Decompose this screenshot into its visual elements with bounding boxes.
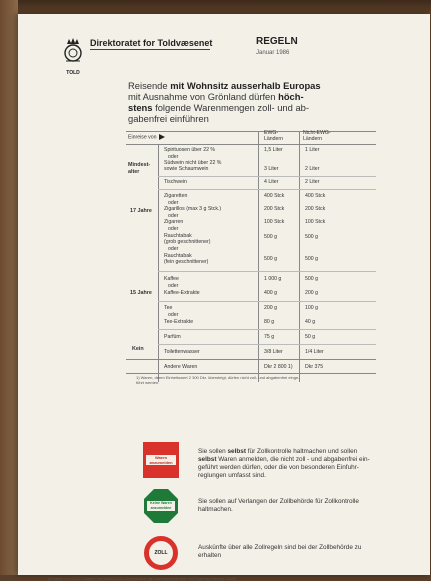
table-row-ewg: 100 Stck <box>264 219 285 225</box>
oder-label: oder <box>168 200 179 206</box>
header-rule <box>90 49 210 50</box>
table-row-non-ewg: 2 Liter <box>305 166 320 172</box>
column-header-non-ewg: Nicht-EWG- Ländern <box>303 130 331 142</box>
column-header-ewg: EWG- Ländern <box>264 130 284 142</box>
customs-seal <box>62 36 84 76</box>
table-row-ewg: 80 g <box>264 319 275 325</box>
information-note: Auskünfte über alle Zollregeln sind bei der Zollbehörde zu erhalten <box>198 544 362 559</box>
table-row-item: Tee <box>164 305 173 311</box>
table-row-ewg: 1 000 g <box>264 276 282 282</box>
group-15-years: 15 Jahre <box>130 290 152 296</box>
red-declare-sign <box>143 442 179 478</box>
table-row-non-ewg: 40 g <box>305 319 316 325</box>
oder-label: oder <box>168 154 179 160</box>
bottom-note: (Einreise von EWG-Ländern und Nicht-EWG-Ländern über die Landesgrenze oder mit Flugzeug oder mit Schiff) <box>48 577 236 581</box>
row-rule <box>158 176 376 177</box>
group-none: Kein <box>132 346 144 352</box>
table-row-item: Rauchtabak (fein geschnittener) <box>164 253 209 265</box>
table-row-non-ewg: 100 g <box>305 305 318 311</box>
table-row-ewg: 3 Liter <box>264 166 279 172</box>
arrow-right-icon <box>159 134 165 140</box>
table-row-ewg: 400 Stck <box>264 193 285 199</box>
table-row-item: Zigarillos (max 3 g Stck.) <box>164 206 222 212</box>
heading-text: mit Ausnahme von Grönland dürfen <box>128 91 279 102</box>
table-row-ewg: 200 g <box>264 305 277 311</box>
heading-text: folgende Warenmengen zoll- und ab- <box>152 102 310 113</box>
row-rule <box>158 271 376 272</box>
seal-text: TOLD <box>66 70 80 76</box>
red-sign-label: Waren anzumelden <box>146 455 176 465</box>
table-row-item: Andere Waren <box>164 364 198 370</box>
agency-name: Direktoratet for Toldvæsenet <box>90 38 213 48</box>
oder-label: oder <box>168 312 179 318</box>
row-rule <box>158 329 376 330</box>
row-rule <box>158 189 376 190</box>
table-row-non-ewg: 200 g <box>305 290 318 296</box>
table-divider <box>158 144 159 382</box>
table-row-ewg: 3/8 Liter <box>264 349 283 355</box>
row-rule <box>126 359 376 360</box>
table-row-item: Rauchtabak (grob geschnittener) <box>164 233 211 245</box>
footnote: 1) Waren, deren Einheitswert 2 300 Dkr. übersteigt, dürfen nicht zoll- und abgabenfrei einge- führt werden. <box>136 375 300 385</box>
table-row-non-ewg: 1 Liter <box>305 147 320 153</box>
table-rule <box>126 131 376 132</box>
main-heading <box>128 80 378 124</box>
row-rule <box>158 344 376 345</box>
table-row-non-ewg: 500 g <box>305 234 318 240</box>
table-row-ewg: 200 Stck <box>264 206 285 212</box>
table-row-non-ewg: 100 Stck <box>305 219 326 225</box>
table-row-ewg: 75 g <box>264 334 275 340</box>
circle-sign-label: ZOLL <box>154 550 168 556</box>
table-row-non-ewg: 50 g <box>305 334 316 340</box>
table-row-ewg: 4 Liter <box>264 179 279 185</box>
table-row-item: Zigaretten <box>164 193 188 199</box>
table-row-item: Tee-Extrakte <box>164 319 194 325</box>
heading-bold: stens <box>128 102 153 113</box>
table-row-item: Kaffee-Extrakte <box>164 290 200 296</box>
table-row-non-ewg: 400 Stck <box>305 193 326 199</box>
column-label-origin: Einreise von <box>128 134 165 140</box>
crown-emblem-icon <box>62 36 84 70</box>
table-row-non-ewg: Dkr 375 <box>305 364 324 370</box>
wooden-table-edge <box>0 0 18 575</box>
table-rule <box>126 373 376 374</box>
table-row-item: Tischwein <box>164 179 187 185</box>
heading-text: Reisende <box>128 80 171 91</box>
red-sign-instructions: Sie sollen selbst für Zollkontrolle haltmachen und sollen selbst Waren anmelden, die nicht zoll - und abgabenfrei ein- geführt werden dürfen, oder die von besonderen Einfuhr- reglungen umfasst sind. <box>198 448 370 479</box>
table-row-non-ewg: 1/4 Liter <box>305 349 324 355</box>
oder-label: oder <box>168 226 179 232</box>
table-row-ewg: 500 g <box>264 256 277 262</box>
table-row-non-ewg: 500 g <box>305 276 318 282</box>
customs-circle-sign <box>144 536 178 570</box>
table-row-ewg: Dkr 2 800 1) <box>264 364 293 370</box>
document-title: REGELN <box>256 36 298 47</box>
table-row-item: Parfüm <box>164 334 181 340</box>
table-row-ewg: 1,5 Liter <box>264 147 283 153</box>
green-sign-label: Keine Waren anzumelden <box>150 501 172 510</box>
oder-label: oder <box>168 213 179 219</box>
heading-bold: mit Wohnsitz ausserhalb Europas <box>170 80 321 91</box>
row-rule <box>158 301 376 302</box>
table-row-item: Südwein nicht über 22 % sowie Schaumwein <box>164 160 222 172</box>
table-row-item: Spirituosen über 22 % <box>164 147 216 153</box>
table-row-item: Toilettenwasser <box>164 349 200 355</box>
document-date: Januar 1986 <box>256 50 290 56</box>
oder-label: oder <box>168 246 179 252</box>
table-rule <box>126 144 376 145</box>
table-row-ewg: 500 g <box>264 234 277 240</box>
table-row-ewg: 400 g <box>264 290 277 296</box>
heading-text: gabenfrei einführen <box>128 113 209 124</box>
table-row-non-ewg: 200 Stck <box>305 206 326 212</box>
green-nothing-to-declare-sign <box>143 488 179 524</box>
group-minimum-age: Mindest- alter <box>128 162 151 175</box>
group-17-years: 17 Jahre <box>130 208 152 214</box>
customs-leaflet-page <box>18 14 430 581</box>
heading-bold: höch- <box>278 91 304 102</box>
table-row-item: Zigarren <box>164 219 184 225</box>
table-row-item: Kaffee <box>164 276 179 282</box>
table-row-non-ewg: 2 Liter <box>305 179 320 185</box>
green-sign-instructions: Sie sollen auf Verlangen der Zollbehörde für Zollkontrolle haltmachen. <box>198 498 359 513</box>
oder-label: oder <box>168 283 179 289</box>
table-row-non-ewg: 500 g <box>305 256 318 262</box>
